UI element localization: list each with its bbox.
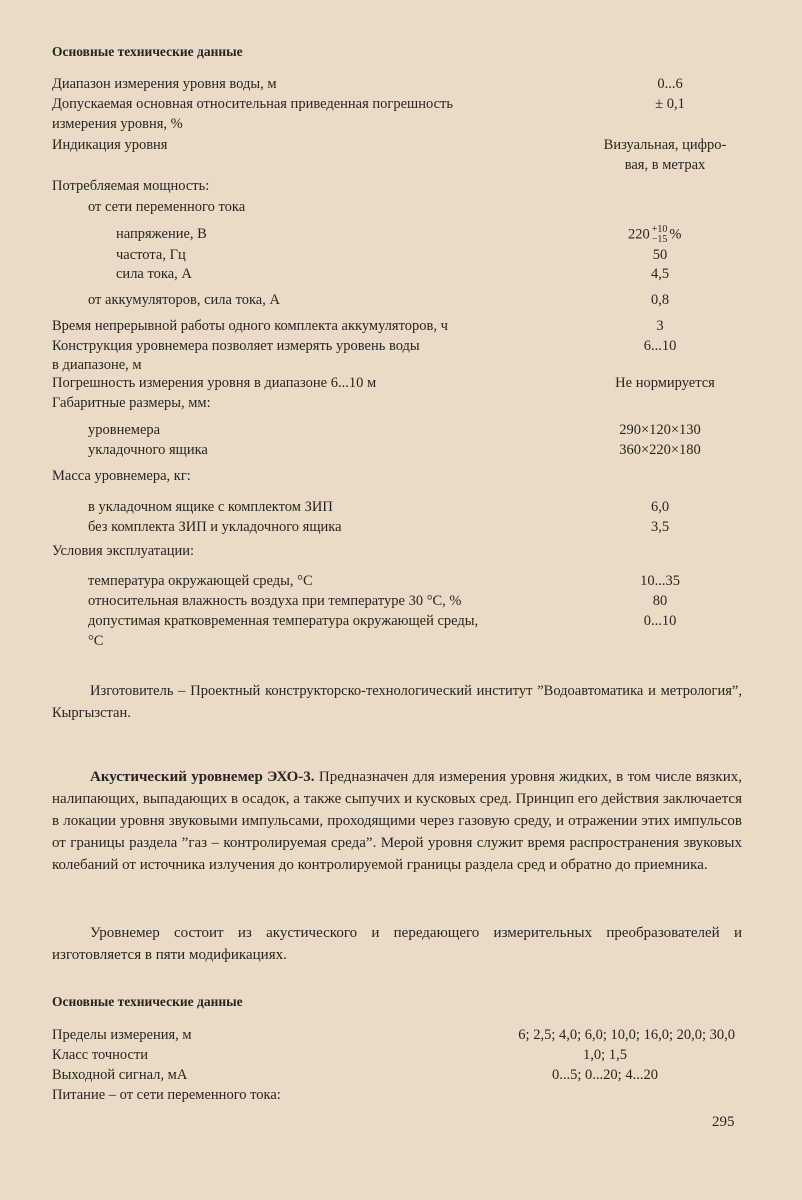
page-number: 295 bbox=[712, 1114, 735, 1130]
spec-value: 1,0; 1,5 bbox=[583, 1047, 627, 1063]
spec-value: 6,0 bbox=[650, 499, 670, 515]
spec-label: в укладочном ящике с комплектом ЗИП bbox=[88, 499, 333, 515]
spec-label: Диапазон измерения уровня воды, м bbox=[52, 76, 277, 92]
spec-label: температура окружающей среды, °С bbox=[88, 573, 313, 589]
spec-value: 3,5 bbox=[650, 519, 670, 535]
section-title: Основные технические данные bbox=[52, 44, 243, 59]
voltage-tolerance-minus: −15 bbox=[651, 234, 668, 245]
spec-label: сила тока, А bbox=[116, 266, 192, 282]
spec-label: °С bbox=[88, 633, 104, 649]
spec-value: 290×120×130 bbox=[619, 422, 701, 438]
spec-value: 0,8 bbox=[650, 292, 670, 308]
spec-value: Не нормируется bbox=[615, 375, 715, 391]
spec-value: 10...35 bbox=[640, 573, 680, 589]
spec-value: вая, в метрах bbox=[624, 157, 706, 173]
spec-value: 6...10 bbox=[643, 338, 677, 354]
spec-label: Конструкция уровнемера позволяет измерять уровень воды bbox=[52, 338, 420, 354]
spec-value: 50 bbox=[652, 247, 668, 263]
spec-value: Визуальная, цифро- bbox=[603, 137, 727, 153]
spec-label: Потребляемая мощность: bbox=[52, 178, 210, 194]
spec-value: ± 0,1 bbox=[655, 96, 685, 112]
manufacturer-note: Изготовитель – Проектный конструкторско-технологический институт ”Водоавтоматика и метрология”, Кыргызстан. bbox=[52, 683, 742, 721]
spec-label: Пределы измерения, м bbox=[52, 1027, 192, 1043]
spec-label: уровнемера bbox=[88, 422, 161, 438]
spec-label: Питание – от сети переменного тока: bbox=[52, 1087, 281, 1103]
spec-value: 6; 2,5; 4,0; 6,0; 10,0; 16,0; 20,0; 30,0 bbox=[518, 1027, 735, 1043]
spec-label: от аккумуляторов, сила тока, А bbox=[88, 292, 280, 308]
spec-label: допустимая кратковременная температура окружающей среды, bbox=[88, 613, 479, 629]
spec-value: 0...10 bbox=[643, 613, 677, 629]
spec-label: Класс точности bbox=[52, 1047, 149, 1063]
spec-value: 0...6 bbox=[657, 76, 683, 92]
spec-label: от сети переменного тока bbox=[88, 199, 246, 215]
spec-value: 0...5; 0...20; 4...20 bbox=[552, 1067, 658, 1083]
spec-label: напряжение, В bbox=[116, 226, 207, 242]
spec-label: без комплекта ЗИП и укладочного ящика bbox=[88, 519, 342, 535]
spec-label: Индикация уровня bbox=[52, 137, 168, 153]
spec-label: Масса уровнемера, кг: bbox=[52, 468, 191, 484]
spec-label: Допускаемая основная относительная приведенная погрешность bbox=[52, 96, 453, 112]
spec-label: измерения уровня, % bbox=[52, 116, 183, 132]
voltage-tolerance-plus: +10 bbox=[651, 224, 668, 235]
paragraph-text: Предназначен для измерения уровня жидких, в том числе вязких, налипающих, выпадающих в осадок, а также сыпучих и кусковых сред. Принцип его действия заключается в локации уровня звуковыми импульсами, проходящими через газовую среду, и отражении этих импульсов от границы раздела ”газ – контролируемая среда”. Мерой уровня служит время распространения звуковых колебаний от источника излучения до контролируемой границы раздела сред и обратно до приемника. bbox=[52, 769, 742, 873]
spec-value: 80 bbox=[652, 593, 668, 609]
spec-label: Выходной сигнал, мА bbox=[52, 1067, 188, 1083]
spec-label: укладочного ящика bbox=[88, 442, 208, 458]
paragraph-echo3 bbox=[52, 766, 742, 876]
section-title: Основные технические данные bbox=[52, 994, 243, 1009]
voltage-value: 220 +10 −15 % bbox=[628, 224, 682, 245]
paragraph-modifications: Уровнемер состоит из акустического и передающего измерительных преобразователей и изготовляется в пяти модификациях. bbox=[52, 925, 742, 963]
spec-value: 4,5 bbox=[650, 266, 670, 282]
spec-label: в диапазоне, м bbox=[52, 357, 142, 373]
spec-label: Время непрерывной работы одного комплекта аккумуляторов, ч bbox=[52, 318, 448, 334]
spec-label: Условия эксплуатации: bbox=[52, 543, 195, 559]
paragraph-lead: Акустический уровнемер ЭХО-3. bbox=[90, 769, 315, 785]
spec-label: Погрешность измерения уровня в диапазоне 6...10 м bbox=[52, 375, 377, 391]
spec-value: 360×220×180 bbox=[619, 442, 701, 458]
spec-label: Габаритные размеры, мм: bbox=[52, 395, 211, 411]
spec-label: относительная влажность воздуха при температуре 30 °С, % bbox=[88, 593, 462, 609]
spec-value: 3 bbox=[656, 318, 664, 334]
spec-label: частота, Гц bbox=[116, 247, 186, 263]
